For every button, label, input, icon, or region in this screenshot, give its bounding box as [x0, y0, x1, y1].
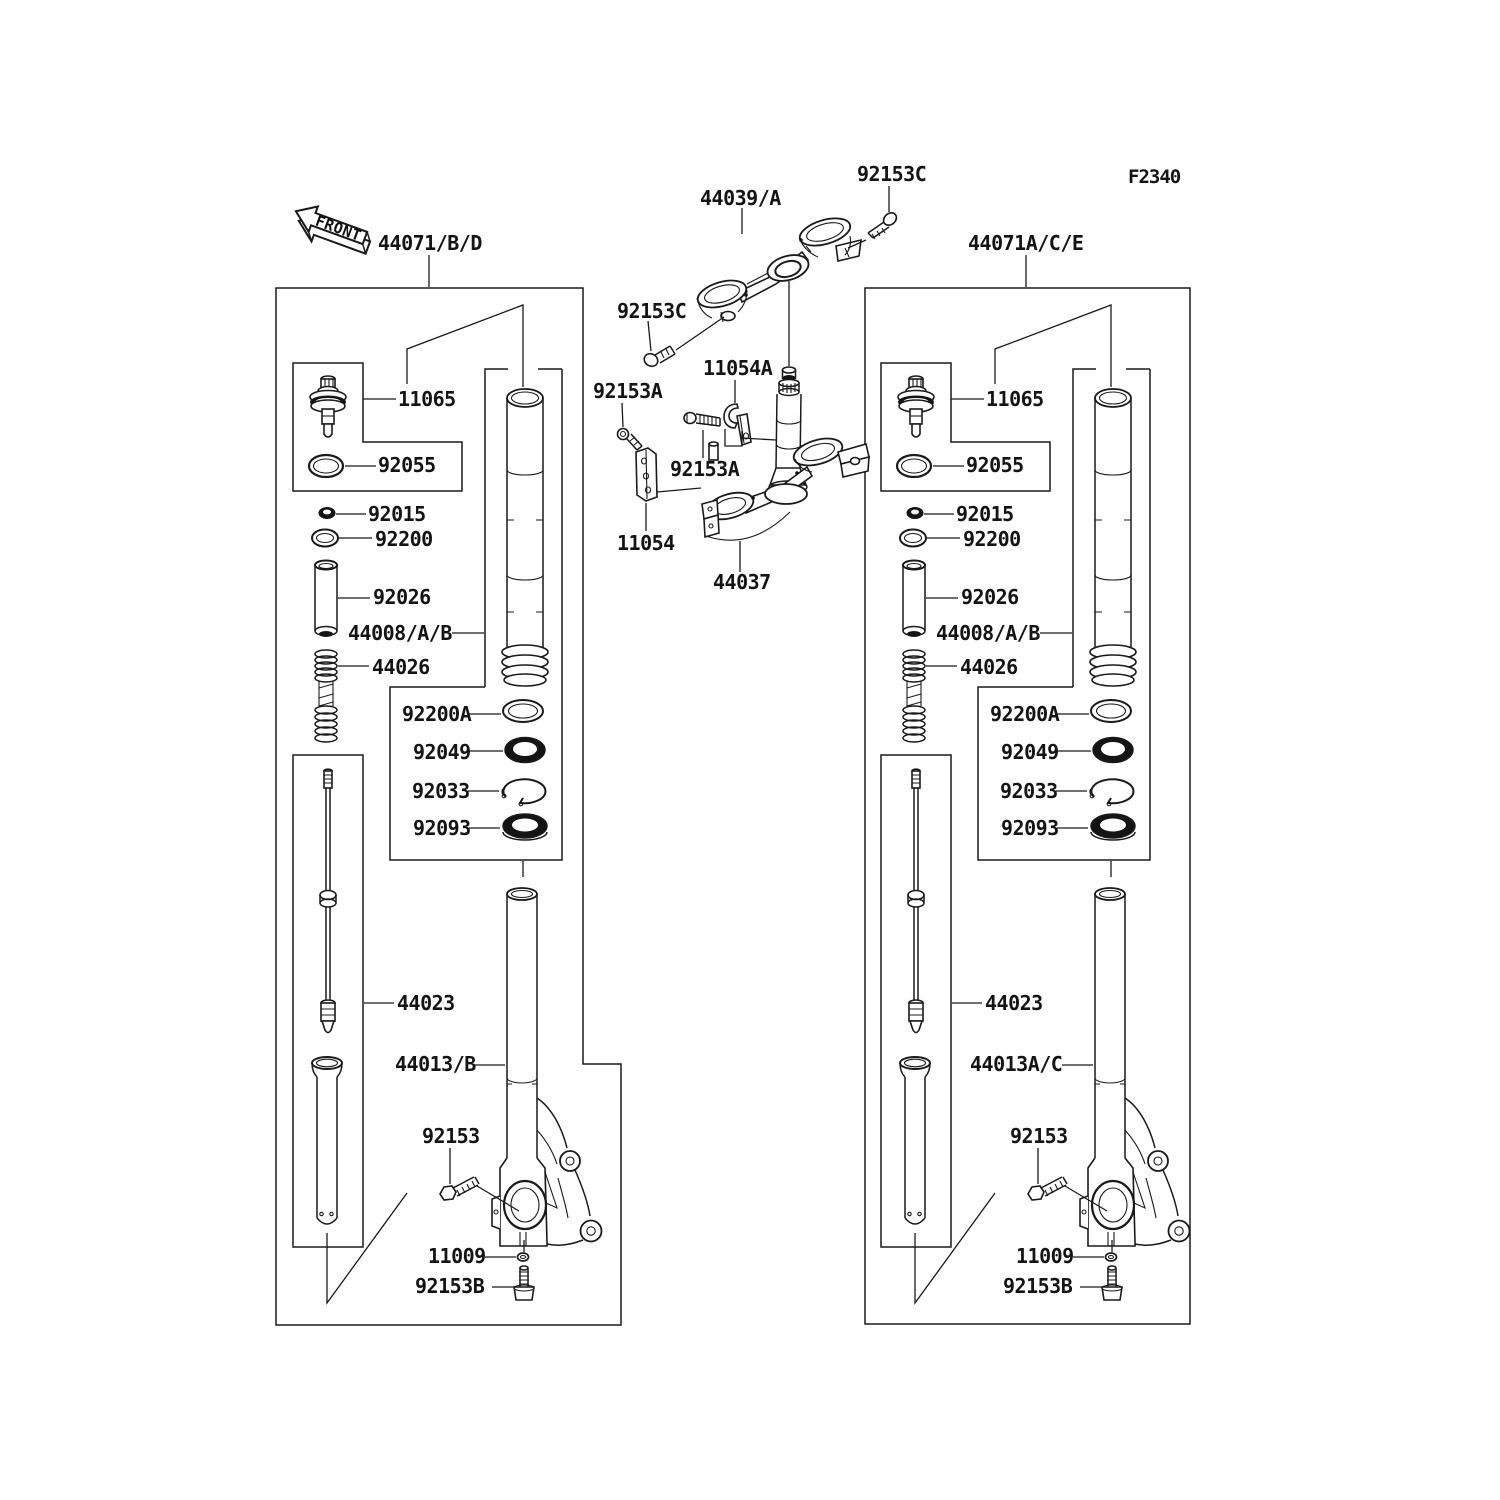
label-right-92153: 92153 [1010, 1124, 1068, 1148]
upper-triple-clamp-drawing [695, 213, 861, 322]
label-right-92015: 92015 [956, 502, 1014, 526]
label-44039: 44039/A [700, 186, 781, 210]
label-left-92015: 92015 [368, 502, 426, 526]
front-direction-arrow [288, 200, 375, 260]
label-left-92153: 92153 [422, 1124, 480, 1148]
label-right-92033: 92033 [1000, 779, 1058, 803]
label-right-44008: 44008/A/B [936, 621, 1040, 645]
label-92153C-top: 92153C [857, 162, 927, 186]
label-right-44023: 44023 [985, 991, 1043, 1015]
label-44037: 44037 [713, 570, 771, 594]
label-left-11065: 11065 [398, 387, 456, 411]
label-right-44026: 44026 [960, 655, 1018, 679]
label-left-assembly: 44071/B/D [378, 231, 482, 255]
label-92153A-mid: 92153A [670, 457, 740, 481]
label-left-44023: 44023 [397, 991, 455, 1015]
label-left-92055: 92055 [378, 453, 436, 477]
label-left-92093: 92093 [413, 816, 471, 840]
lower-triple-clamp-drawing [702, 434, 869, 541]
label-left-92033: 92033 [412, 779, 470, 803]
label-left-92200: 92200 [375, 527, 433, 551]
label-right-92026: 92026 [961, 585, 1019, 609]
label-right-92093: 92093 [1001, 816, 1059, 840]
stem-bolt-left-drawing [618, 403, 643, 450]
label-right-92200A: 92200A [990, 702, 1060, 726]
label-left-92200A: 92200A [402, 702, 472, 726]
label-left-92049: 92049 [413, 740, 471, 764]
label-left-11009: 11009 [428, 1244, 486, 1268]
label-right-92055: 92055 [966, 453, 1024, 477]
label-92153A-left: 92153A [593, 379, 663, 403]
label-92153C-left: 92153C [617, 299, 687, 323]
label-right-92200: 92200 [963, 527, 1021, 551]
label-left-92153B: 92153B [415, 1274, 485, 1298]
label-left-44008: 44008/A/B [348, 621, 452, 645]
label-right-92049: 92049 [1001, 740, 1059, 764]
label-right-44013: 44013A/C [970, 1052, 1063, 1076]
label-left-44013: 44013/B [395, 1052, 476, 1076]
fiche-code-label: F2340 [1128, 166, 1181, 188]
label-11054: 11054 [617, 531, 675, 555]
label-left-44026: 44026 [372, 655, 430, 679]
label-right-11009: 11009 [1016, 1244, 1074, 1268]
upper-pinch-bolt-right-drawing [848, 186, 899, 248]
label-right-92153B: 92153B [1003, 1274, 1073, 1298]
hook-drawing [724, 380, 776, 446]
label-right-assembly: 44071A/C/E [968, 231, 1084, 255]
label-left-92026: 92026 [373, 585, 431, 609]
front-arrow-label: FRONT [312, 211, 364, 245]
label-11054A: 11054A [703, 356, 773, 380]
labels [348, 162, 1181, 1298]
label-right-11065: 11065 [986, 387, 1044, 411]
